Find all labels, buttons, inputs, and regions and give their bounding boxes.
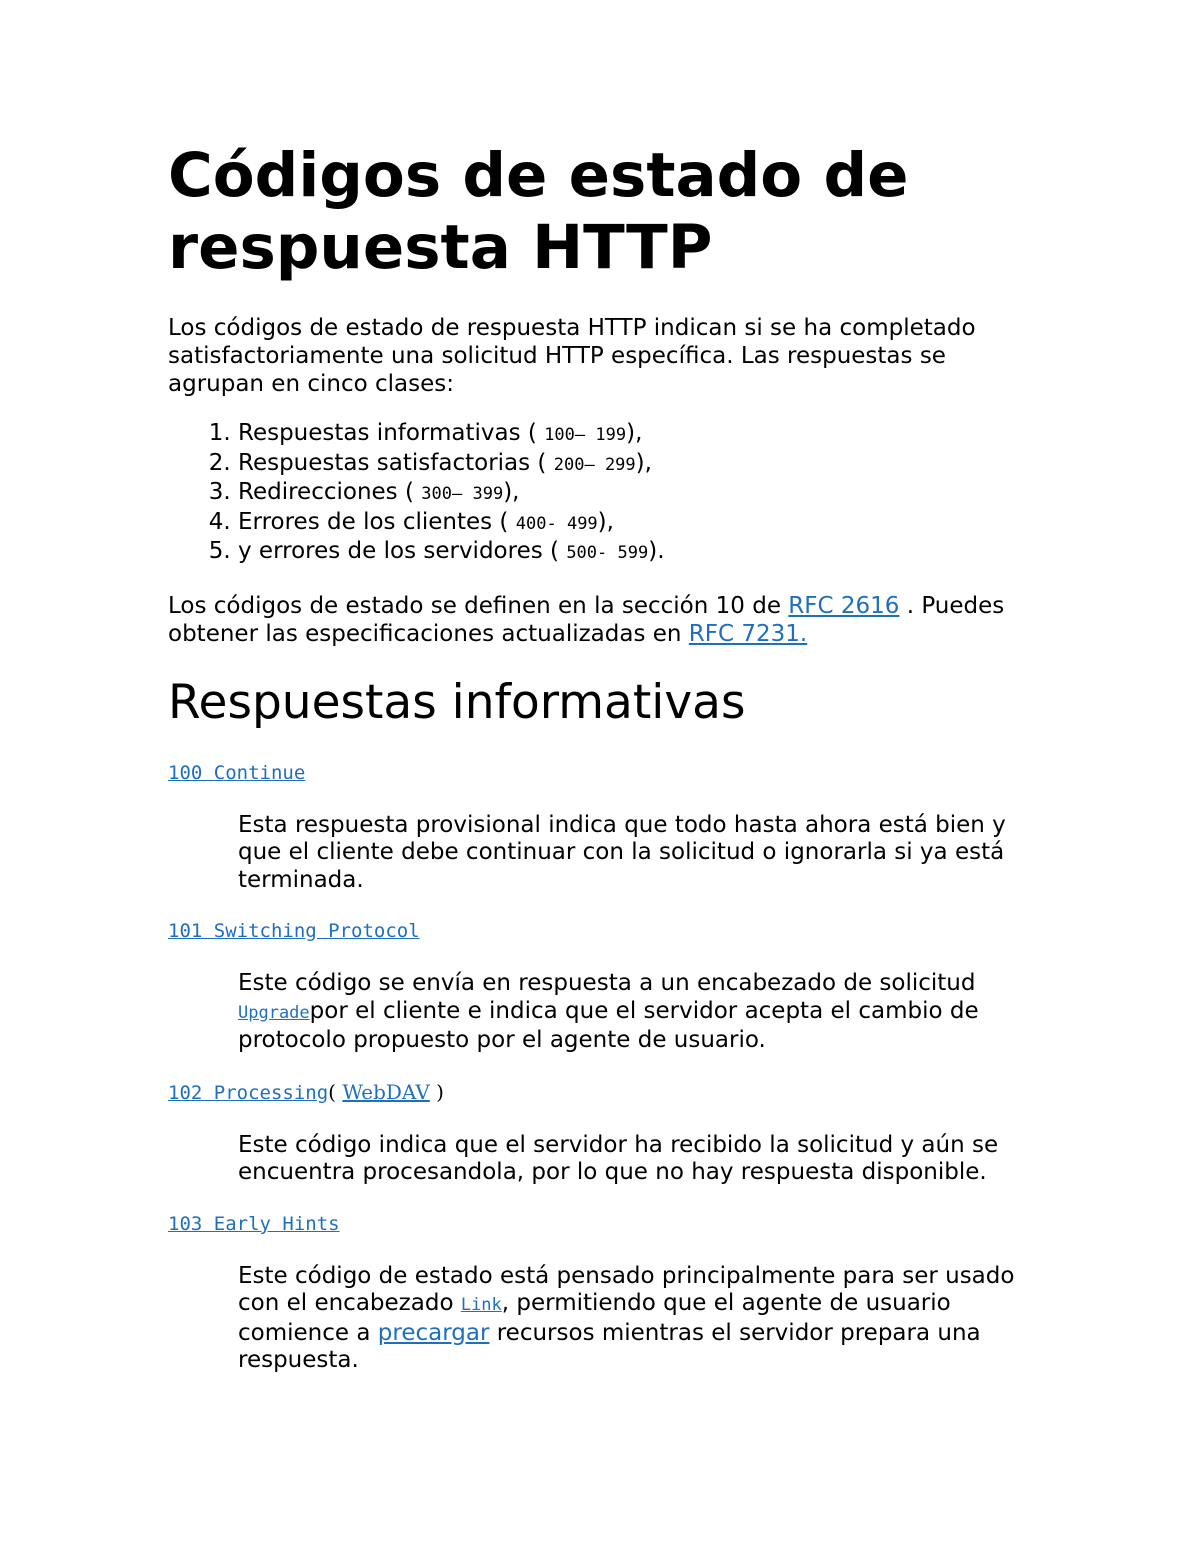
range-code: 200– 299	[553, 454, 636, 475]
range-code: 400- 499	[515, 513, 598, 534]
rfc-paragraph: Los códigos de estado se definen en la sección 10 de RFC 2616 . Puedes obtener las especificaciones actualizadas en RFC 7231.	[168, 592, 1005, 647]
status-description-101: Este código se envía en respuesta a un encabezado de solicitud Upgradepor el cliente e indica que el servidor acepta el cambio de protocolo propuesto por el agente de usuario.	[238, 970, 979, 1053]
list-item: 1. Respuestas informativas ( 100– 199),	[238, 420, 1048, 450]
range-code: 300– 399	[421, 484, 504, 504]
webdav-link[interactable]: WebDAV	[342, 1079, 430, 1104]
range-code: 500- 599	[566, 543, 649, 563]
intro-paragraph: Los códigos de estado de respuesta HTTP indican si se ha completado satisfactoriamente una solicitud HTTP específica. Las respuestas se agrupan en cinco clases:	[168, 315, 976, 397]
preload-link[interactable]: precargar	[377, 1319, 490, 1346]
link-header-link[interactable]: Link	[460, 1295, 502, 1315]
status-classes-list	[168, 420, 1048, 568]
document-content	[168, 140, 1048, 1375]
list-item: 3. Redirecciones ( 300– 399),	[238, 479, 1048, 509]
section-heading: Respuestas informativas	[168, 674, 746, 730]
upgrade-header-link[interactable]: Upgrade	[238, 1002, 310, 1023]
status-description-102: Este código indica que el servidor ha recibido la solicitud y aún se encuentra procesandola, por lo que no hay respuesta disponible.	[238, 1131, 999, 1185]
list-item: 2. Respuestas satisfactorias ( 200– 299),	[238, 450, 1048, 480]
status-term-101	[168, 918, 1048, 944]
range-code: 100– 199	[544, 425, 627, 445]
list-item: 5. y errores de los servidores ( 500- 599).	[238, 538, 1048, 568]
status-link-102-processing[interactable]: 102 Processing	[168, 1081, 329, 1104]
rfc-7231-link[interactable]: RFC 7231.	[688, 620, 808, 647]
status-link-100-continue[interactable]: 100 Continue	[168, 761, 306, 784]
status-link-103-early-hints[interactable]: 103 Early Hints	[168, 1212, 340, 1235]
status-link-101-switching-protocol[interactable]: 101 Switching Protocol	[168, 920, 420, 942]
status-term-100	[168, 760, 1048, 786]
rfc-2616-link[interactable]: RFC 2616	[788, 592, 900, 619]
status-term-102	[168, 1079, 1048, 1106]
status-term-103	[168, 1211, 1048, 1237]
status-description-103: Este código de estado está pensado principalmente para ser usado con el encabezado Link, permitiendo que el agente de usuario comience a precargar recursos mientras el servidor prepara una respuesta.	[238, 1262, 1015, 1373]
list-item: 4. Errores de los clientes ( 400- 499),	[238, 509, 1048, 539]
webdav-note: ( WebDAV )	[328, 1079, 444, 1104]
page-title: Códigos de estado de respuesta HTTP	[168, 140, 909, 283]
status-description-100: Esta respuesta provisional indica que todo hasta ahora está bien y que el cliente debe continuar con la solicitud o ignorarla si ya está terminada.	[238, 811, 1006, 893]
